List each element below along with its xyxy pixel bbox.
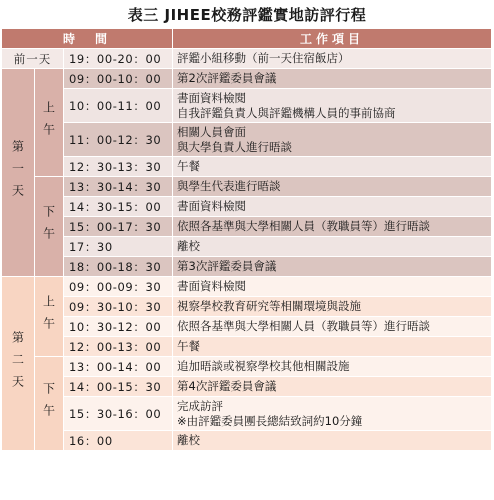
work-item-cell <box>173 217 492 237</box>
work-item-cell <box>173 257 492 277</box>
work-item-cell <box>173 337 492 357</box>
pre-day-label: 前一天 <box>2 49 64 69</box>
work-item-line: 依照各基準與大學相關人員（教職員等）進行晤談 <box>177 219 430 233</box>
time-cell: 14：00-15：30 <box>64 377 173 397</box>
work-item-line: 午餐 <box>177 159 200 173</box>
table-title: 表三 JIHEE校務評鑑實地訪評行程 <box>127 6 367 24</box>
time-cell: 10：30-12：00 <box>64 317 173 337</box>
work-item-line: 完成訪評 <box>177 398 223 413</box>
work-item-cell <box>173 197 492 217</box>
work-item-cell <box>173 123 492 157</box>
work-item-cell <box>173 69 492 89</box>
work-item-line: 離校 <box>177 239 200 253</box>
day-label: 第一天 <box>2 69 35 277</box>
half-day-label: 上午 <box>35 69 64 177</box>
schedule-table <box>2 29 492 497</box>
work-item-line: 書面資料檢閱 <box>177 279 246 293</box>
work-item-cell <box>173 317 492 337</box>
work-item-line: 第4次評鑑委員會議 <box>177 379 277 393</box>
work-item-cell <box>173 277 492 297</box>
time-cell: 12：30-13：30 <box>64 157 173 177</box>
work-item-line: 書面資料檢閱 <box>177 199 246 213</box>
work-item-cell <box>173 357 492 377</box>
work-item-cell <box>173 397 492 431</box>
time-cell: 10：00-11：00 <box>64 89 173 123</box>
time-cell: 12：00-13：00 <box>64 337 173 357</box>
work-item-cell <box>173 157 492 177</box>
half-day-label: 下午 <box>35 357 64 451</box>
work-item-cell <box>173 297 492 317</box>
work-item-cell <box>173 377 492 397</box>
time-cell: 18：00-18：30 <box>64 257 173 277</box>
work-item-line: 與學生代表進行晤談 <box>177 179 281 193</box>
work-item-line: 自我評鑑負責人與評鑑機構人員的事前協商 <box>177 105 396 120</box>
work-item-cell <box>173 177 492 197</box>
work-item-line: 與大學負責人進行晤談 <box>177 139 292 154</box>
time-cell: 13：30-14：30 <box>64 177 173 197</box>
time-cell: 09：00-09：30 <box>64 277 173 297</box>
time-cell: 15：00-17：30 <box>64 217 173 237</box>
time-cell: 14：30-15：00 <box>64 197 173 217</box>
work-item-line: 依照各基準與大學相關人員（教職員等）進行晤談 <box>177 319 430 333</box>
time-cell: 17：30 <box>64 237 173 257</box>
work-item-line: 相關人員會面 <box>177 124 246 139</box>
work-item-line: 第2次評鑑委員會議 <box>177 71 277 85</box>
work-item-cell <box>173 431 492 451</box>
half-day-label: 下午 <box>35 177 64 277</box>
work-item-cell <box>173 89 492 123</box>
header-work-item: 工作項目 <box>173 29 492 49</box>
work-item-line: 書面資料檢閱 <box>177 90 246 105</box>
half-day-label: 上午 <box>35 277 64 357</box>
time-cell: 09：30-10：30 <box>64 297 173 317</box>
header-time: 時 間 <box>2 29 173 49</box>
work-item-line: 視察學校教育研究等相關環境與設施 <box>177 299 361 313</box>
day-label: 第二天 <box>2 277 35 451</box>
work-item-line: 評鑑小組移動（前一天住宿飯店） <box>177 51 350 65</box>
time-cell: 11：00-12：30 <box>64 123 173 157</box>
time-cell: 15：30-16：00 <box>64 397 173 431</box>
time-cell: 16：00 <box>64 431 173 451</box>
work-item-line: 午餐 <box>177 339 200 353</box>
work-item-cell <box>173 49 492 69</box>
work-item-line: 追加晤談或視察學校其他相關設施 <box>177 359 350 373</box>
time-cell: 09：00-10：00 <box>64 69 173 89</box>
work-item-line: 第3次評鑑委員會議 <box>177 259 277 273</box>
time-cell: 13：00-14：00 <box>64 357 173 377</box>
work-item-line: 離校 <box>177 433 200 447</box>
work-item-line: ※由評鑑委員團長總結致詞約10分鐘 <box>177 413 363 428</box>
work-item-cell <box>173 237 492 257</box>
time-cell: 19：00-20：00 <box>64 49 173 69</box>
